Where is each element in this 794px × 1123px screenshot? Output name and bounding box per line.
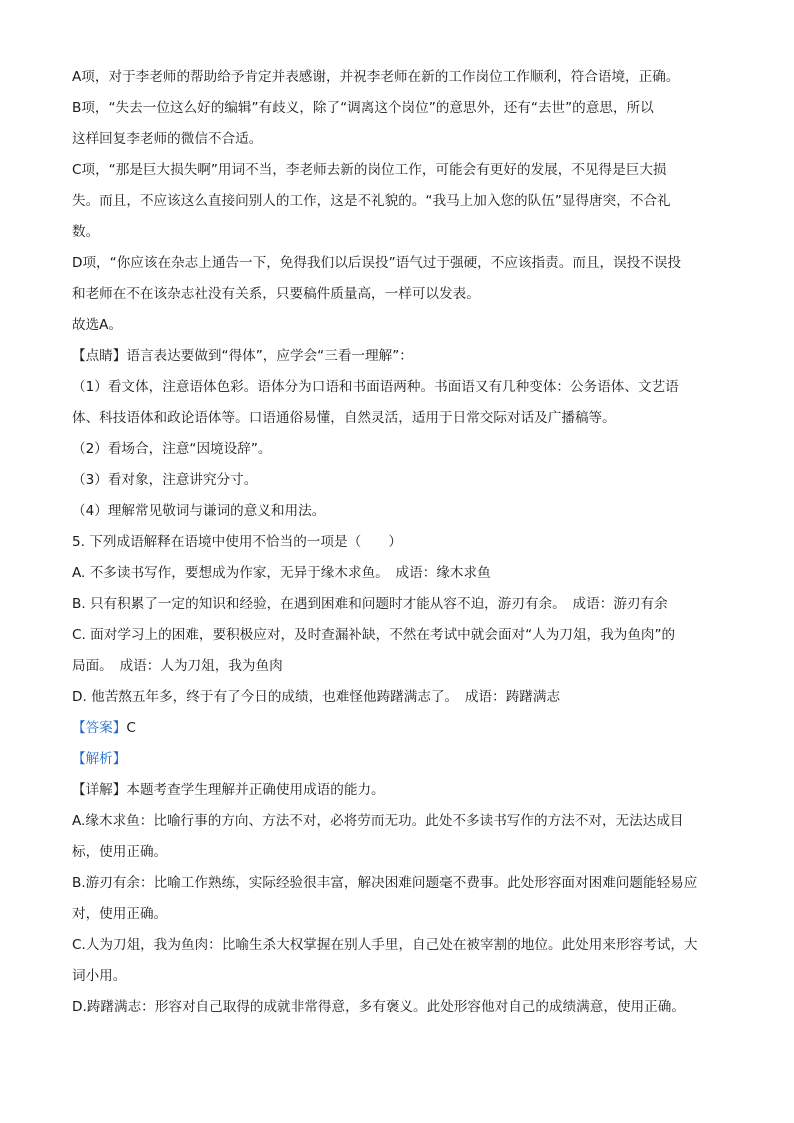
analysis-item-b-line2: 这样回复李老师的微信不合适。 <box>72 131 263 147</box>
analysis-item-b-line1: B项，“失去一位这么好的编辑”有歧义，除了“调离这个岗位”的意思外，还有“去世”的意思，所以 <box>72 100 654 116</box>
tips-intro-text: 语言表达要做到“得体”，应学会“三看一理解”： <box>126 348 413 364</box>
analysis-item-c-line3: 数。 <box>72 224 100 240</box>
detail-d-line1: D.踌躇满志：形容对自己取得的成就非常得意，多有褒义。此处形容他对自己的成绩满意，使用正确。 <box>72 999 685 1015</box>
detail-intro <box>72 775 724 806</box>
detail-c-line2: 词小用。 <box>72 968 127 984</box>
tips-point1-line2: 体、科技语体和政论语体等。口语通俗易懂，自然灵活，适用于日常交际对话及广播稿等。 <box>72 410 616 426</box>
analysis-item-d-line1: D项，“你应该在杂志上通告一下，免得我们以后误投”语气过于强硬，不应该指责。而且，误投不误投 <box>72 255 682 271</box>
detail-label: 【详解】 <box>72 782 127 798</box>
analysis-label: 【解析】 <box>72 751 127 767</box>
analysis-item-d-line2: 和老师在不在该杂志社没有关系，只要稿件质量高，一样可以发表。 <box>72 286 480 302</box>
detail-intro-text: 本题考查学生理解并正确使用成语的能力。 <box>126 782 385 798</box>
tips-point4: （4）理解常见敬词与谦词的意义和用法。 <box>72 503 326 519</box>
question5-option-d: D. 他苦熬五年多，终于有了今日的成绩，也难怪他踌躇满志了。 成语：踌躇满志 <box>72 689 561 705</box>
question5-option-c-line1: C. 面对学习上的困难，要积极应对，及时查漏补缺，不然在考试中就会面对“人为刀俎，我为鱼肉”的 <box>72 627 676 643</box>
tips-intro <box>72 341 724 372</box>
question5-option-b: B. 只有积累了一定的知识和经验，在遇到困难和问题时才能从容不迫，游刃有余。 成语：游刃有余 <box>72 596 668 612</box>
detail-c-line1: C.人为刀俎，我为鱼肉：比喻生杀大权掌握在别人手里，自己处在被宰割的地位。此处用来形容考试，大 <box>72 937 698 953</box>
analysis-heading <box>72 744 724 775</box>
question5-option-a: A. 不多读书写作，要想成为作家，无异于缘木求鱼。 成语：缘木求鱼 <box>72 565 491 581</box>
question5-option-c-line2: 局面。 成语：人为刀俎，我为鱼肉 <box>72 658 283 674</box>
answer-line <box>72 713 724 744</box>
analysis-item-c-line1: C项，“那是巨大损失啊”用词不当，李老师去新的岗位工作，可能会有更好的发展，不见得是巨大损 <box>72 162 667 178</box>
detail-a-line1: A.缘木求鱼：比喻行事的方向、方法不对，必将劳而无功。此处不多读书写作的方法不对，无法达成目 <box>72 813 684 829</box>
tips-point1-line1: （1）看文体，注意语体色彩。语体分为口语和书面语两种。书面语又有几种变体：公务语体、文艺语 <box>72 379 679 395</box>
answer-value: C <box>126 720 136 736</box>
tips-label: 【点睛】 <box>72 348 127 364</box>
detail-b-line1: B.游刃有余：比喻工作熟练，实际经验很丰富，解决困难问题毫不费事。此处形容面对困难问题能轻易应 <box>72 875 698 891</box>
analysis-choice: 故选A。 <box>72 317 123 333</box>
detail-b-line2: 对，使用正确。 <box>72 906 168 922</box>
detail-a-line2: 标，使用正确。 <box>72 844 168 860</box>
tips-point3: （3）看对象，注意讲究分寸。 <box>72 472 258 488</box>
analysis-item-a: A项，对于李老师的帮助给予肯定并表感谢，并祝李老师在新的工作岗位工作顺利，符合语境，正确。 <box>72 69 680 85</box>
answer-label: 【答案】 <box>72 720 127 736</box>
analysis-item-c-line2: 失。而且，不应该这么直接问别人的工作，这是不礼貌的。“我马上加入您的队伍”显得唐突，不合礼 <box>72 193 671 209</box>
tips-point2: （2）看场合，注意“因境设辞”。 <box>72 441 272 457</box>
question5-stem: 5. 下列成语解释在语境中使用不恰当的一项是（ ） <box>72 534 402 550</box>
